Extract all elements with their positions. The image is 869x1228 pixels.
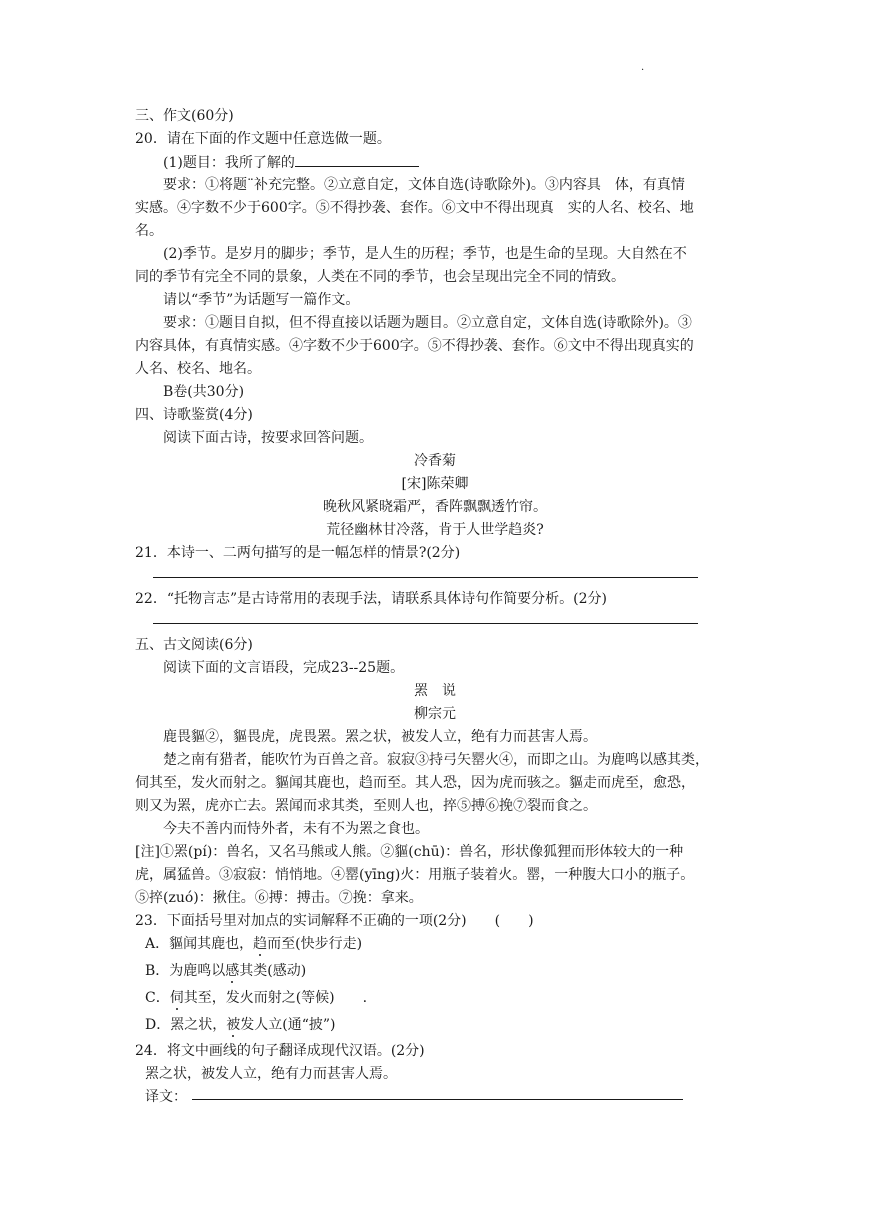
text-line: 则又为罴，虎亦亡去。罴闻而求其类，至则人也，捽⑤搏⑥挽⑦裂而食之。 <box>135 798 597 814</box>
option-b-gloss: 其类(感动) <box>239 963 307 979</box>
composition-topic-2: (2)季节。是岁月的脚步；季节，是人生的历程；季节，也是生命的呈现。大自然在不 <box>163 246 687 262</box>
text-line: 同的季节有完全不同的景象，人类在不同的季节，也会呈现出完全不同的情致。 <box>135 269 625 285</box>
answer-line-21[interactable] <box>153 577 698 578</box>
option-d[interactable] <box>145 1015 335 1035</box>
text-line: 实感。④字数不少于600字。⑤不得抄袭、套作。⑥文中不得出现真 实的人名、校名、地 <box>135 200 694 216</box>
classical-instruction: 阅读下面的文言语段，完成23--25题。 <box>163 660 405 676</box>
section-heading-composition: 三、作文(60分) <box>135 108 234 124</box>
essay-title: 罴 说 <box>414 683 456 699</box>
section-heading-poetry: 四、诗歌鉴赏(4分) <box>135 407 253 423</box>
option-b[interactable] <box>145 961 306 981</box>
poetry-instruction: 阅读下面古诗，按要求回答问题。 <box>163 430 373 446</box>
option-c-gloss: 其至，发火而射之(等候) . <box>183 990 368 1006</box>
translation-label: 译文： <box>145 1089 187 1105</box>
topic-2-requirements: 要求：①题目自拟，但不得直接以话题为题目。②立意自定，文体自选(诗歌除外)。③ <box>163 315 692 331</box>
question-21: 21．本诗一、二两句描写的是一幅怎样的情景?(2分) <box>135 545 461 561</box>
option-d-gloss: 发人立(通“披”) <box>240 1017 336 1033</box>
topic-1-requirements: 要求：①将题¨补充完整。②立意自定，文体自选(诗歌除外)。③内容具 体，有真情 <box>163 177 685 193</box>
option-c-text: C． <box>145 990 170 1006</box>
essay-author: 柳宗元 <box>414 706 456 722</box>
option-b-dotted-word: 感 <box>225 963 240 979</box>
translation-answer-line[interactable] <box>192 1099 683 1100</box>
topic-1-blank[interactable] <box>295 152 419 167</box>
annotation-line-1: [注]①罴(pí)：兽名，又名马熊或人熊。②貙(chū)：兽名，形状像狐狸而形体较大的一种 <box>135 844 684 860</box>
composition-topic-1 <box>163 152 419 173</box>
header-dot: . <box>641 62 645 73</box>
poem-line-2: 荒径幽林甘冷落，肯于人世学趋炎? <box>326 522 544 538</box>
text-line: 内容具体，有真情实感。④字数不少于600字。⑤不得抄袭、套作。⑥文中不得出现真实的 <box>135 338 694 354</box>
answer-line-22[interactable] <box>153 623 698 624</box>
topic-1-text: (1)题目：我所了解的 <box>163 155 295 171</box>
option-b-text: B．为鹿鸣以 <box>145 963 226 979</box>
essay-paragraph-1: 鹿畏貙②，貙畏虎，虎畏罴。罴之状，被发人立，绝有力而甚害人焉。 <box>163 729 597 745</box>
option-a-text: A．貙闻其鹿也， <box>145 936 254 952</box>
option-a[interactable] <box>145 934 362 954</box>
annotation-line-3: ⑤捽(zuó)：揪住。⑥搏：搏击。⑦挽：拿来。 <box>135 890 423 906</box>
sentence-to-translate: 罴之状，被发人立，绝有力而甚害人焉。 <box>145 1066 397 1082</box>
essay-paragraph-3: 今夫不善内而恃外者，未有不为罴之食也。 <box>163 821 429 837</box>
poem-title: 冷香菊 <box>414 453 456 469</box>
option-d-text: D．罴之状， <box>145 1017 227 1033</box>
annotation-line-2: 虎，属猛兽。③寂寂：悄悄地。④罂(yīng)火：用瓶子装着火。罂，一种腹大口小的瓶子。 <box>135 867 695 883</box>
section-b-heading: B卷(共30分) <box>163 384 245 400</box>
option-a-gloss: 而至(快步行走) <box>267 936 363 952</box>
topic-2-instruction: 请以“季节”为话题写一篇作文。 <box>163 292 360 308</box>
section-heading-classical: 五、古文阅读(6分) <box>135 637 253 653</box>
text-line: 伺其至，发火而射之。貙闻其鹿也，趋而至。其人恐，因为虎而骇之。貙走而虎至，愈恐， <box>135 775 695 791</box>
option-d-dotted-word: 被 <box>226 1017 241 1033</box>
option-c[interactable] <box>145 988 367 1008</box>
text-line: 名。 <box>135 223 163 239</box>
question-24: 24．将文中画线的句子翻译成现代汉语。(2分) <box>135 1043 425 1059</box>
question-23: 23．下面括号里对加点的实词解释不正确的一项(2分) ( ) <box>135 913 534 929</box>
question-22: 22．“托物言志”是古诗常用的表现手法，请联系具体诗句作简要分析。(2分) <box>135 591 607 607</box>
question-20: 20．请在下面的作文题中任意选做一题。 <box>135 131 391 147</box>
option-c-dotted-word: 伺 <box>169 990 184 1006</box>
essay-paragraph-2: 楚之南有猎者，能吹竹为百兽之音。寂寂③持弓矢罂火④，而即之山。为鹿鸣以感其类， <box>163 752 709 768</box>
poem-author: [宋]陈荣卿 <box>401 476 469 492</box>
text-line: 人名、校名、地名。 <box>135 361 261 377</box>
option-a-dotted-word: 趋 <box>253 936 268 952</box>
poem-line-1: 晚秋风紧晓霜严，香阵飘飘透竹帘。 <box>323 499 547 515</box>
